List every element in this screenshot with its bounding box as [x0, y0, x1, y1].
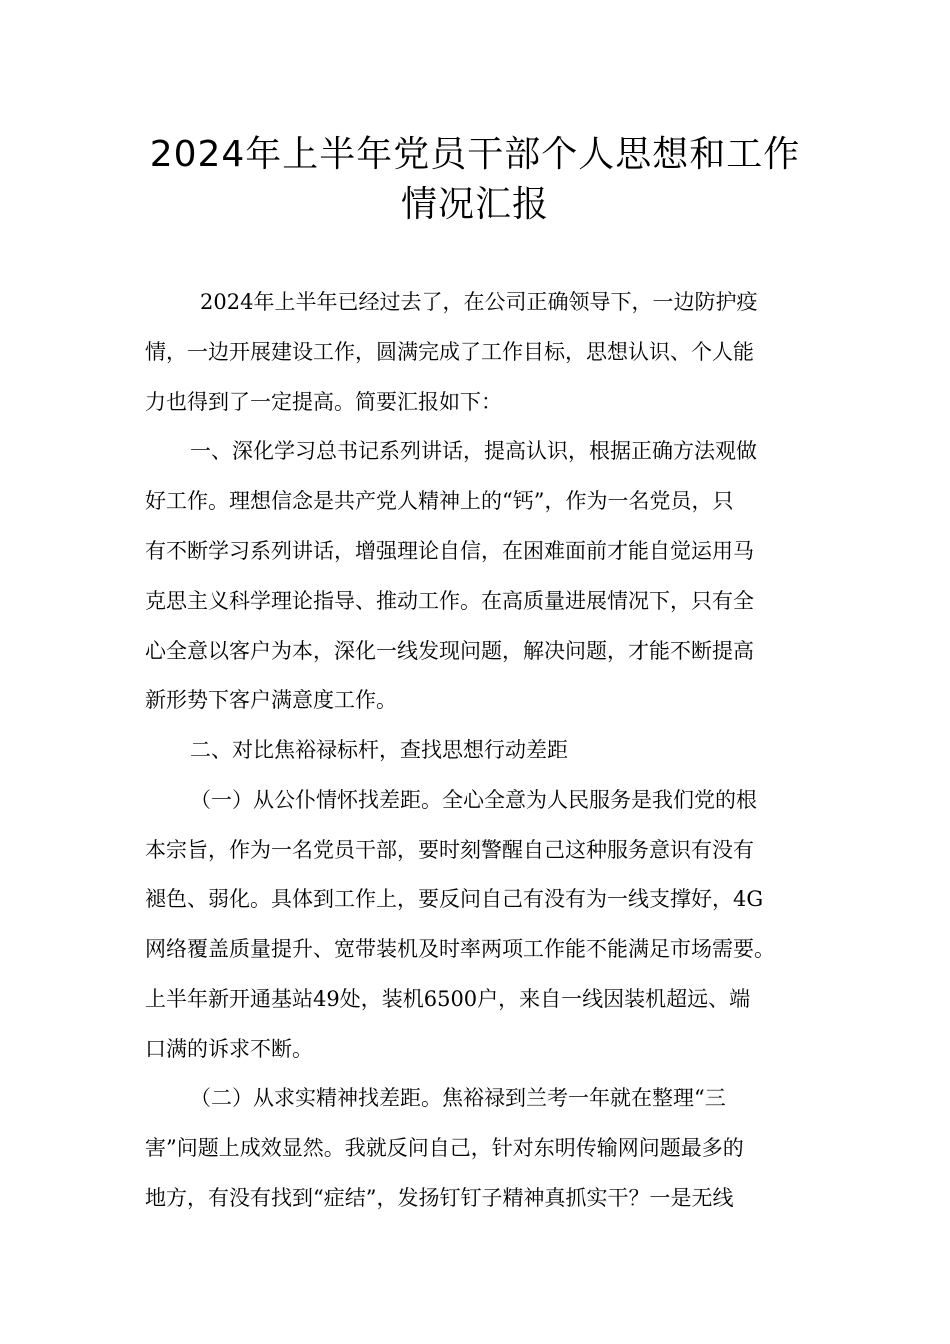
- document-title-line-1: 2024年上半年党员干部个人思想和工作: [149, 134, 801, 175]
- section-heading-1: 一、深化学习总书记系列讲话，提高认识，根据正确方法观做: [190, 439, 757, 463]
- subsection-heading-2: （二）从求实精神找差距。焦裕禄到兰考一年就在整理“三: [190, 1086, 726, 1110]
- body-line-8: 心全意以客户为本，深化一线发现问题，解决问题，才能不断提高: [145, 639, 754, 663]
- body-line-16: 口满的诉求不断。: [145, 1037, 313, 1061]
- body-line-7: 克思主义科学理论指导、推动工作。在高质量进展情况下，只有全: [145, 589, 754, 613]
- subsection-heading-1: （一）从公仆情怀找差距。全心全意为人民服务是我们党的根: [190, 788, 757, 812]
- section-heading-2: 二、对比焦裕禄标杆，查找思想行动差距: [190, 738, 568, 762]
- body-line-12: 本宗旨，作为一名党员干部，要时刻警醒自己这种服务意识有没有: [145, 838, 754, 862]
- body-line-2: 情，一边开展建设工作，圆满完成了工作目标，思想认识、个人能: [145, 340, 754, 364]
- body-line-13: 褪色、弱化。具体到工作上，要反问自己有没有为一线支撑好，4G: [145, 887, 764, 911]
- document-title-line-2: 情况汇报: [400, 184, 549, 225]
- body-line-3: 力也得到了一定提高。简要汇报如下：: [145, 390, 502, 414]
- body-line-14: 网络覆盖质量提升、宽带装机及时率两项工作能不能满足市场需要。: [145, 937, 775, 961]
- body-line-19: 地方，有没有找到“症结”，发扬钉钉子精神真抓实干？一是无线: [145, 1186, 734, 1210]
- body-line-9: 新形势下客户满意度工作。: [145, 688, 397, 712]
- body-line-18: 害”问题上成效显然。我就反问自己，针对东明传输网问题最多的: [145, 1136, 744, 1160]
- body-line-15: 上半年新开通基站49处，装机6500户，来自一线因装机超远、端: [145, 987, 751, 1011]
- body-line-6: 有不断学习系列讲话，增强理论自信，在困难面前才能自觉运用马: [145, 539, 754, 563]
- body-line-5: 好工作。理想信念是共产党人精神上的“钙”，作为一名党员，只: [145, 489, 734, 513]
- body-line-1: 2024年上半年已经过去了，在公司正确领导下，一边防护疫: [200, 290, 758, 314]
